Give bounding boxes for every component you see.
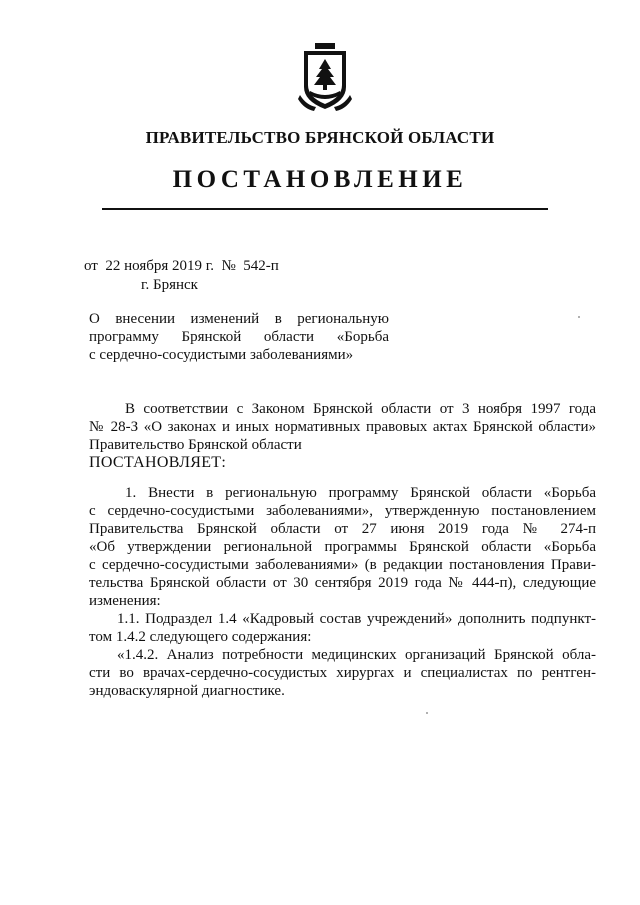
preamble-block bbox=[89, 400, 596, 472]
subject-line: О внесении изменений в региональную bbox=[89, 311, 389, 327]
title-divider bbox=[102, 208, 548, 210]
decree-word: ПОСТАНОВЛЯЕТ: bbox=[89, 454, 227, 471]
body-line: том 1.4.2 следующего содержания: bbox=[89, 629, 312, 645]
body-line: «1.4.2. Анализ потребности медицинских организаций Брянской обла- bbox=[117, 647, 596, 663]
subject-line: с сердечно-сосудистыми заболеваниями» bbox=[89, 347, 354, 363]
body-line: «Об утверждении региональной программы Брянской области «Борьба bbox=[89, 539, 596, 555]
body-line: сти во врачах-сердечно-сосудистых хирургах и специалистах по рентген- bbox=[89, 665, 596, 681]
organization-name: ПРАВИТЕЛЬСТВО БРЯНСКОЙ ОБЛАСТИ bbox=[145, 128, 495, 147]
scan-speck bbox=[578, 316, 580, 318]
body-line: изменения: bbox=[89, 593, 161, 609]
subject-block bbox=[89, 310, 389, 364]
body-line: 1.1. Подраздел 1.4 «Кадровый состав учреждений» дополнить подпункт- bbox=[117, 611, 596, 627]
body-line: с сердечно-сосудистыми заболеваниями» (в редакции постановления Прави- bbox=[89, 557, 596, 573]
body-line: с сердечно-сосудистыми заболеваниями», утвержденную постановлением bbox=[89, 503, 596, 519]
preamble-line: Правительство Брянской области bbox=[89, 437, 302, 453]
subject-line: программу Брянской области «Борьба bbox=[89, 329, 389, 345]
document-type-title: ПОСТАНОВЛЕНИЕ bbox=[172, 166, 468, 193]
preamble-line: В соответствии с Законом Брянской области от 3 ноября 1997 года bbox=[125, 401, 596, 417]
body-line: 1. Внести в региональную программу Брянской области «Борьба bbox=[125, 485, 596, 501]
date-number-line: от 22 ноября 2019 г. № 542-п bbox=[84, 258, 279, 274]
scan-speck bbox=[426, 712, 428, 714]
decree-body bbox=[89, 484, 596, 700]
coat-of-arms-icon bbox=[298, 43, 352, 113]
body-line: тельства Брянской области от 30 сентября 2019 года № 444-п), следующие bbox=[89, 575, 596, 591]
body-line: эндоваскулярной диагностике. bbox=[89, 683, 285, 699]
body-line: Правительства Брянской области от 27 июня 2019 года № 274-п bbox=[89, 521, 596, 537]
preamble-line: № 28-З «О законах и иных нормативных правовых актах Брянской области» bbox=[89, 419, 596, 435]
city-line: г. Брянск bbox=[141, 277, 198, 293]
